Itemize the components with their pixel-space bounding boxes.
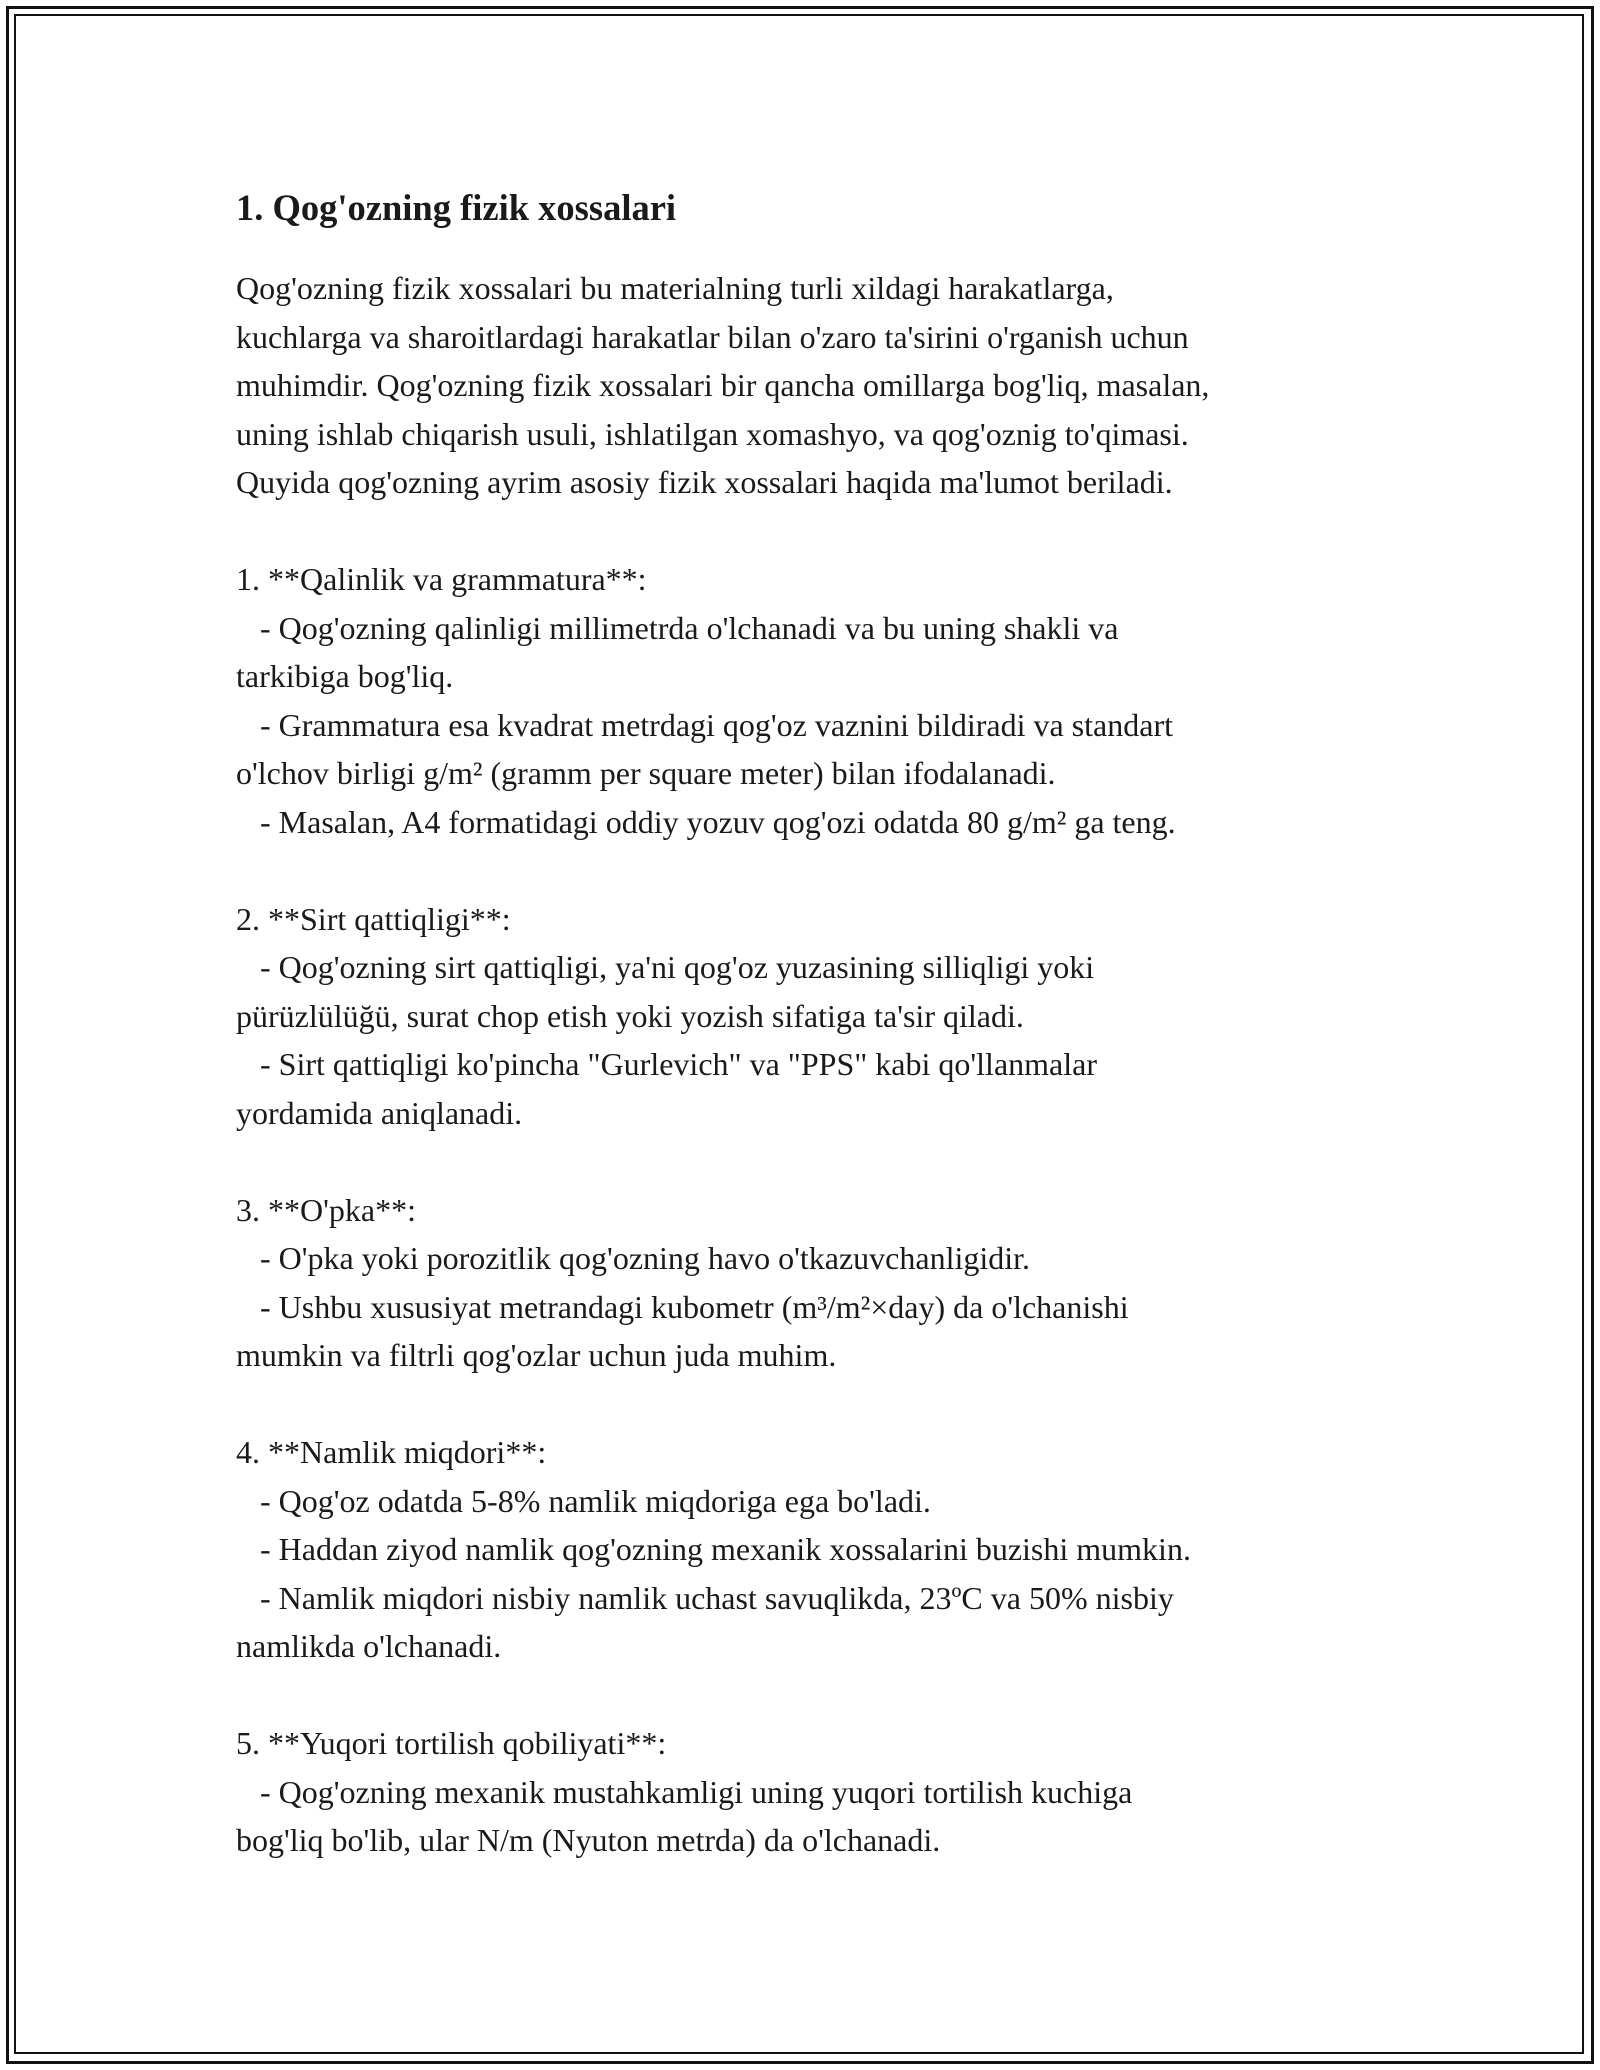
section-line: - Qog'ozning sirt qattiqligi, ya'ni qog'oz yuzasining silliqligi yoki <box>236 949 1095 985</box>
section-thickness-grammage <box>236 555 1416 846</box>
section-title: 3. **O'pka**: <box>236 1191 416 1228</box>
section-surface-hardness <box>236 895 1416 1138</box>
section-line: pürüzlülüğü, surat chop etish yoki yozish sifatiga ta'sir qiladi. <box>236 997 1024 1034</box>
document-page <box>236 186 1416 1865</box>
section-line: - Qog'ozning qalinligi millimetrda o'lchanadi va bu uning shakli va <box>236 609 1119 646</box>
section-line: - Haddan ziyod namlik qog'ozning mexanik xossalarini buzishi mumkin. <box>236 1531 1191 1567</box>
section-line: namlikda o'lchanadi. <box>236 1628 502 1664</box>
section-title: 2. **Sirt qattiqligi**: <box>236 900 511 937</box>
section-line: - O'pka yoki porozitlik qog'ozning havo o'tkazuvchanligidir. <box>236 1240 1031 1276</box>
section-line: - Grammatura esa kvadrat metrdagi qog'oz vaznini bildiradi va standart <box>236 706 1173 743</box>
section-title: 5. **Yuqori tortilish qobiliyati**: <box>236 1725 667 1761</box>
section-porosity <box>236 1186 1416 1380</box>
section-line: bog'liq bo'lib, ular N/m (Nyuton metrda) da o'lchanadi. <box>236 1822 941 1858</box>
section-line: - Masalan, A4 formatidagi oddiy yozuv qog'ozi odatda 80 g/m² ga teng. <box>236 803 1176 840</box>
section-line: mumkin va filtrli qog'ozlar uchun juda muhim. <box>236 1337 837 1373</box>
section-line: tarkibiga bog'liq. <box>236 658 454 694</box>
section-tensile-strength <box>236 1719 1416 1865</box>
section-line: - Sirt qattiqligi ko'pincha "Gurlevich" va "PPS" kabi qo'llanmalar <box>236 1046 1097 1082</box>
intro-paragraph: Qog'ozning fizik xossalari bu materialning turli xildagi harakatlarga, kuchlarga va sharoitlardagi harakatlar bilan o'zaro ta'sirini o'rganish uchun muhimdir. Qog'ozning fizik xossalari bir qancha omillarga bog'liq, masalan, uning ishlab chiqarish usuli, ishlatilgan xomashyo, va qog'oznig to'qimasi. Quyida qog'ozning ayrim asosiy fizik xossalari haqida ma'lumot beriladi. <box>236 270 1210 500</box>
section-title: 1. **Qalinlik va grammatura**: <box>236 561 647 597</box>
section-line: - Ushbu xususiyat metrandagi kubometr (m³/m²×day) da o'lchanishi <box>236 1288 1129 1325</box>
document-heading: 1. Qog'ozning fizik xossalari <box>236 187 677 228</box>
section-line: - Qog'oz odatda 5-8% namlik miqdoriga ega bo'ladi. <box>236 1482 931 1519</box>
section-line: - Namlik miqdori nisbiy namlik uchast savuqlikda, 23ºC va 50% nisbiy <box>236 1579 1174 1616</box>
section-line: - Qog'ozning mexanik mustahkamligi uning yuqori tortilish kuchiga <box>236 1773 1133 1810</box>
section-moisture-content <box>236 1428 1416 1671</box>
section-line: yordamida aniqlanadi. <box>236 1094 523 1131</box>
section-title: 4. **Namlik miqdori**: <box>236 1434 547 1470</box>
section-line: o'lchov birligi g/m² (gramm per square meter) bilan ifodalanadi. <box>236 755 1056 791</box>
